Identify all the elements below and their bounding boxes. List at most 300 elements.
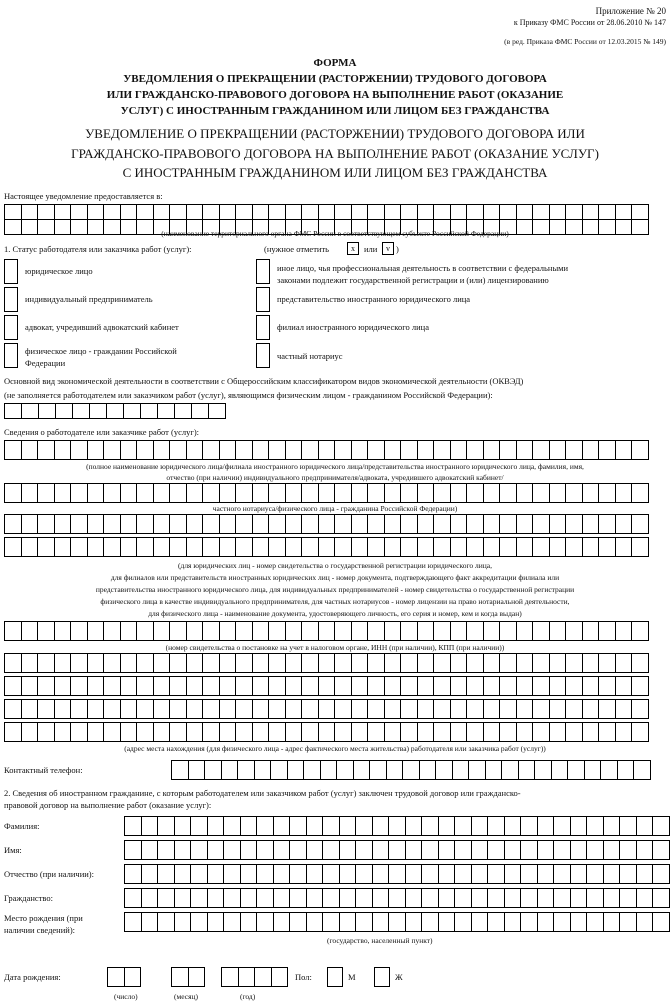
input-cell[interactable] (388, 912, 406, 932)
employer-inn-row[interactable] (4, 621, 648, 641)
input-cell[interactable] (353, 760, 371, 780)
input-cell[interactable] (483, 676, 501, 696)
input-cell[interactable] (384, 204, 402, 220)
input-cell[interactable] (586, 912, 604, 932)
input-cell[interactable] (289, 888, 307, 908)
input-cell[interactable] (240, 864, 258, 884)
input-cell[interactable] (334, 440, 352, 460)
input-cell[interactable] (450, 699, 468, 719)
input-cell[interactable] (435, 760, 453, 780)
input-cell[interactable] (516, 699, 534, 719)
input-cell[interactable] (532, 514, 550, 534)
input-cell[interactable] (289, 864, 307, 884)
input-cell[interactable] (136, 653, 154, 673)
input-cell[interactable] (417, 621, 435, 641)
input-cell[interactable] (652, 840, 670, 860)
input-cell[interactable] (532, 537, 550, 557)
input-cell[interactable] (103, 204, 121, 220)
input-cell[interactable] (631, 537, 649, 557)
input-cell[interactable] (174, 840, 192, 860)
input-cell[interactable] (351, 676, 369, 696)
input-cell[interactable] (54, 440, 72, 460)
input-cell[interactable] (499, 699, 517, 719)
input-cell[interactable] (289, 912, 307, 932)
input-cell[interactable] (419, 760, 437, 780)
input-cell[interactable] (188, 967, 206, 987)
input-cell[interactable] (466, 204, 484, 220)
input-cell[interactable] (207, 864, 225, 884)
input-cell[interactable] (339, 888, 357, 908)
input-cell[interactable] (301, 204, 319, 220)
input-cell[interactable] (268, 204, 286, 220)
input-cell[interactable] (70, 621, 88, 641)
input-cell[interactable] (504, 816, 522, 836)
input-cell[interactable] (186, 483, 204, 503)
input-cell[interactable] (504, 912, 522, 932)
input-cell[interactable] (37, 483, 55, 503)
input-cell[interactable] (433, 699, 451, 719)
input-cell[interactable] (586, 888, 604, 908)
patronymic-cells[interactable] (124, 864, 669, 884)
status-notary-checkbox[interactable] (256, 343, 270, 368)
input-cell[interactable] (417, 204, 435, 220)
input-cell[interactable] (421, 912, 439, 932)
input-cell[interactable] (438, 840, 456, 860)
input-cell[interactable] (565, 722, 583, 742)
input-cell[interactable] (367, 722, 385, 742)
input-cell[interactable] (454, 912, 472, 932)
input-cell[interactable] (207, 888, 225, 908)
input-cell[interactable] (499, 483, 517, 503)
input-cell[interactable] (532, 440, 550, 460)
input-cell[interactable] (157, 864, 175, 884)
input-cell[interactable] (516, 676, 534, 696)
input-cell[interactable] (285, 699, 303, 719)
input-cell[interactable] (103, 653, 121, 673)
input-cell[interactable] (433, 621, 451, 641)
input-cell[interactable] (153, 722, 171, 742)
input-cell[interactable] (386, 760, 404, 780)
input-cell[interactable] (256, 912, 274, 932)
input-cell[interactable] (520, 912, 538, 932)
input-cell[interactable] (487, 840, 505, 860)
sex-female-checkbox[interactable] (374, 967, 390, 987)
input-cell[interactable] (619, 816, 637, 836)
input-cell[interactable] (37, 722, 55, 742)
input-cell[interactable] (87, 204, 105, 220)
input-cell[interactable] (103, 722, 121, 742)
input-cell[interactable] (450, 621, 468, 641)
input-cell[interactable] (223, 888, 241, 908)
input-cell[interactable] (301, 676, 319, 696)
input-cell[interactable] (252, 537, 270, 557)
input-cell[interactable] (367, 204, 385, 220)
input-cell[interactable] (54, 676, 72, 696)
input-cell[interactable] (208, 403, 226, 419)
input-cell[interactable] (615, 722, 633, 742)
input-cell[interactable] (285, 722, 303, 742)
input-cell[interactable] (603, 912, 621, 932)
input-cell[interactable] (169, 204, 187, 220)
input-cell[interactable] (405, 888, 423, 908)
input-cell[interactable] (54, 621, 72, 641)
input-cell[interactable] (285, 537, 303, 557)
input-cell[interactable] (565, 204, 583, 220)
input-cell[interactable] (186, 699, 204, 719)
input-cell[interactable] (582, 514, 600, 534)
input-cell[interactable] (619, 888, 637, 908)
input-cell[interactable] (532, 722, 550, 742)
input-cell[interactable] (501, 760, 519, 780)
input-cell[interactable] (70, 676, 88, 696)
input-cell[interactable] (452, 760, 470, 780)
input-cell[interactable] (320, 760, 338, 780)
input-cell[interactable] (534, 760, 552, 780)
input-cell[interactable] (285, 621, 303, 641)
employer-address-row-4[interactable] (4, 722, 648, 742)
input-cell[interactable] (136, 204, 154, 220)
input-cell[interactable] (141, 888, 159, 908)
input-cell[interactable] (4, 653, 22, 673)
input-cell[interactable] (619, 912, 637, 932)
input-cell[interactable] (334, 537, 352, 557)
input-cell[interactable] (631, 676, 649, 696)
input-cell[interactable] (516, 204, 534, 220)
input-cell[interactable] (584, 760, 602, 780)
input-cell[interactable] (103, 676, 121, 696)
input-cell[interactable] (174, 864, 192, 884)
input-cell[interactable] (631, 621, 649, 641)
input-cell[interactable] (355, 912, 373, 932)
input-cell[interactable] (570, 912, 588, 932)
input-cell[interactable] (586, 816, 604, 836)
birth-year-cells[interactable] (221, 967, 287, 987)
input-cell[interactable] (553, 864, 571, 884)
input-cell[interactable] (174, 816, 192, 836)
input-cell[interactable] (549, 440, 567, 460)
status-legal-entity-checkbox[interactable] (4, 259, 18, 284)
input-cell[interactable] (153, 653, 171, 673)
input-cell[interactable] (252, 514, 270, 534)
input-cell[interactable] (306, 912, 324, 932)
input-cell[interactable] (301, 722, 319, 742)
input-cell[interactable] (570, 864, 588, 884)
input-cell[interactable] (355, 840, 373, 860)
input-cell[interactable] (400, 676, 418, 696)
input-cell[interactable] (153, 440, 171, 460)
input-cell[interactable] (549, 204, 567, 220)
input-cell[interactable] (367, 676, 385, 696)
input-cell[interactable] (186, 653, 204, 673)
input-cell[interactable] (235, 722, 253, 742)
input-cell[interactable] (124, 840, 142, 860)
input-cell[interactable] (268, 514, 286, 534)
input-cell[interactable] (120, 722, 138, 742)
input-cell[interactable] (598, 676, 616, 696)
input-cell[interactable] (417, 483, 435, 503)
input-cell[interactable] (219, 204, 237, 220)
input-cell[interactable] (417, 676, 435, 696)
input-cell[interactable] (186, 440, 204, 460)
employer-name-row-2[interactable] (4, 483, 648, 503)
input-cell[interactable] (120, 621, 138, 641)
input-cell[interactable] (367, 483, 385, 503)
input-cell[interactable] (123, 403, 141, 419)
input-cell[interactable] (516, 514, 534, 534)
input-cell[interactable] (252, 440, 270, 460)
input-cell[interactable] (384, 699, 402, 719)
input-cell[interactable] (238, 967, 256, 987)
input-cell[interactable] (433, 676, 451, 696)
input-cell[interactable] (120, 483, 138, 503)
input-cell[interactable] (136, 621, 154, 641)
input-cell[interactable] (438, 912, 456, 932)
input-cell[interactable] (372, 840, 390, 860)
input-cell[interactable] (565, 483, 583, 503)
input-cell[interactable] (301, 621, 319, 641)
input-cell[interactable] (388, 816, 406, 836)
input-cell[interactable] (631, 514, 649, 534)
input-cell[interactable] (369, 760, 387, 780)
input-cell[interactable] (171, 967, 189, 987)
input-cell[interactable] (631, 653, 649, 673)
input-cell[interactable] (235, 483, 253, 503)
input-cell[interactable] (336, 760, 354, 780)
input-cell[interactable] (405, 840, 423, 860)
input-cell[interactable] (186, 621, 204, 641)
input-cell[interactable] (400, 621, 418, 641)
input-cell[interactable] (384, 676, 402, 696)
input-cell[interactable] (537, 840, 555, 860)
input-cell[interactable] (70, 722, 88, 742)
input-cell[interactable] (499, 676, 517, 696)
input-cell[interactable] (306, 840, 324, 860)
input-cell[interactable] (433, 722, 451, 742)
input-cell[interactable] (504, 864, 522, 884)
input-cell[interactable] (37, 537, 55, 557)
input-cell[interactable] (70, 514, 88, 534)
input-cell[interactable] (351, 621, 369, 641)
input-cell[interactable] (21, 676, 39, 696)
input-cell[interactable] (153, 699, 171, 719)
input-cell[interactable] (487, 864, 505, 884)
input-cell[interactable] (136, 722, 154, 742)
input-cell[interactable] (301, 440, 319, 460)
status-representative-office-checkbox[interactable] (256, 287, 270, 312)
input-cell[interactable] (367, 699, 385, 719)
input-cell[interactable] (400, 699, 418, 719)
input-cell[interactable] (120, 204, 138, 220)
input-cell[interactable] (520, 864, 538, 884)
input-cell[interactable] (153, 483, 171, 503)
input-cell[interactable] (652, 816, 670, 836)
input-cell[interactable] (433, 483, 451, 503)
input-cell[interactable] (433, 440, 451, 460)
input-cell[interactable] (339, 864, 357, 884)
input-cell[interactable] (582, 440, 600, 460)
input-cell[interactable] (615, 204, 633, 220)
input-cell[interactable] (252, 653, 270, 673)
input-cell[interactable] (421, 816, 439, 836)
input-cell[interactable] (285, 483, 303, 503)
input-cell[interactable] (400, 483, 418, 503)
status-individual-citizen-checkbox[interactable] (4, 343, 18, 368)
input-cell[interactable] (171, 760, 189, 780)
phone-cells[interactable] (171, 760, 650, 780)
input-cell[interactable] (631, 699, 649, 719)
input-cell[interactable] (520, 816, 538, 836)
input-cell[interactable] (37, 204, 55, 220)
input-cell[interactable] (21, 440, 39, 460)
input-cell[interactable] (221, 760, 239, 780)
input-cell[interactable] (124, 864, 142, 884)
input-cell[interactable] (615, 537, 633, 557)
input-cell[interactable] (136, 699, 154, 719)
input-cell[interactable] (87, 537, 105, 557)
input-cell[interactable] (322, 888, 340, 908)
input-cell[interactable] (268, 676, 286, 696)
input-cell[interactable] (468, 760, 486, 780)
input-cell[interactable] (188, 760, 206, 780)
input-cell[interactable] (54, 722, 72, 742)
input-cell[interactable] (21, 537, 39, 557)
input-cell[interactable] (285, 653, 303, 673)
birth-day-cells[interactable] (107, 967, 140, 987)
input-cell[interactable] (351, 537, 369, 557)
name-cells[interactable] (124, 840, 669, 860)
input-cell[interactable] (598, 440, 616, 460)
input-cell[interactable] (271, 967, 289, 987)
input-cell[interactable] (334, 676, 352, 696)
input-cell[interactable] (384, 537, 402, 557)
input-cell[interactable] (120, 676, 138, 696)
input-cell[interactable] (190, 912, 208, 932)
input-cell[interactable] (318, 537, 336, 557)
input-cell[interactable] (318, 204, 336, 220)
input-cell[interactable] (433, 653, 451, 673)
input-cell[interactable] (334, 699, 352, 719)
input-cell[interactable] (186, 537, 204, 557)
input-cell[interactable] (256, 840, 274, 860)
input-cell[interactable] (202, 653, 220, 673)
input-cell[interactable] (483, 204, 501, 220)
input-cell[interactable] (633, 760, 651, 780)
input-cell[interactable] (169, 483, 187, 503)
input-cell[interactable] (334, 722, 352, 742)
input-cell[interactable] (466, 514, 484, 534)
input-cell[interactable] (87, 699, 105, 719)
input-cell[interactable] (598, 537, 616, 557)
input-cell[interactable] (421, 840, 439, 860)
employer-name-row-1[interactable] (4, 440, 648, 460)
input-cell[interactable] (202, 440, 220, 460)
input-cell[interactable] (318, 621, 336, 641)
input-cell[interactable] (223, 864, 241, 884)
input-cell[interactable] (252, 621, 270, 641)
input-cell[interactable] (466, 483, 484, 503)
input-cell[interactable] (37, 440, 55, 460)
input-cell[interactable] (21, 483, 39, 503)
input-cell[interactable] (483, 483, 501, 503)
input-cell[interactable] (240, 888, 258, 908)
input-cell[interactable] (285, 204, 303, 220)
input-cell[interactable] (120, 699, 138, 719)
input-cell[interactable] (485, 760, 503, 780)
input-cell[interactable] (268, 621, 286, 641)
status-individual-entrepreneur-checkbox[interactable] (4, 287, 18, 312)
input-cell[interactable] (87, 621, 105, 641)
input-cell[interactable] (598, 514, 616, 534)
input-cell[interactable] (405, 912, 423, 932)
input-cell[interactable] (21, 653, 39, 673)
input-cell[interactable] (471, 816, 489, 836)
employer-reg-row-1[interactable] (4, 514, 648, 534)
input-cell[interactable] (351, 204, 369, 220)
input-cell[interactable] (37, 653, 55, 673)
input-cell[interactable] (268, 440, 286, 460)
input-cell[interactable] (471, 840, 489, 860)
input-cell[interactable] (157, 403, 175, 419)
input-cell[interactable] (103, 699, 121, 719)
input-cell[interactable] (384, 440, 402, 460)
input-cell[interactable] (450, 440, 468, 460)
input-cell[interactable] (615, 621, 633, 641)
input-cell[interactable] (351, 653, 369, 673)
input-cell[interactable] (400, 440, 418, 460)
input-cell[interactable] (582, 676, 600, 696)
input-cell[interactable] (103, 537, 121, 557)
input-cell[interactable] (400, 653, 418, 673)
input-cell[interactable] (273, 816, 291, 836)
input-cell[interactable] (400, 204, 418, 220)
input-cell[interactable] (499, 722, 517, 742)
input-cell[interactable] (421, 864, 439, 884)
presented-to-row-1[interactable] (4, 204, 648, 220)
employer-address-row-3[interactable] (4, 699, 648, 719)
input-cell[interactable] (268, 483, 286, 503)
input-cell[interactable] (549, 699, 567, 719)
input-cell[interactable] (615, 653, 633, 673)
input-cell[interactable] (450, 514, 468, 534)
input-cell[interactable] (600, 760, 618, 780)
input-cell[interactable] (487, 888, 505, 908)
input-cell[interactable] (433, 204, 451, 220)
input-cell[interactable] (240, 816, 258, 836)
input-cell[interactable] (37, 676, 55, 696)
input-cell[interactable] (322, 864, 340, 884)
input-cell[interactable] (582, 483, 600, 503)
input-cell[interactable] (87, 722, 105, 742)
input-cell[interactable] (570, 888, 588, 908)
input-cell[interactable] (21, 621, 39, 641)
input-cell[interactable] (4, 722, 22, 742)
input-cell[interactable] (107, 967, 125, 987)
input-cell[interactable] (652, 912, 670, 932)
input-cell[interactable] (153, 514, 171, 534)
input-cell[interactable] (252, 722, 270, 742)
input-cell[interactable] (372, 816, 390, 836)
input-cell[interactable] (499, 440, 517, 460)
input-cell[interactable] (141, 816, 159, 836)
input-cell[interactable] (174, 888, 192, 908)
input-cell[interactable] (334, 483, 352, 503)
input-cell[interactable] (499, 514, 517, 534)
input-cell[interactable] (372, 888, 390, 908)
input-cell[interactable] (219, 621, 237, 641)
input-cell[interactable] (37, 699, 55, 719)
input-cell[interactable] (4, 699, 22, 719)
input-cell[interactable] (516, 537, 534, 557)
